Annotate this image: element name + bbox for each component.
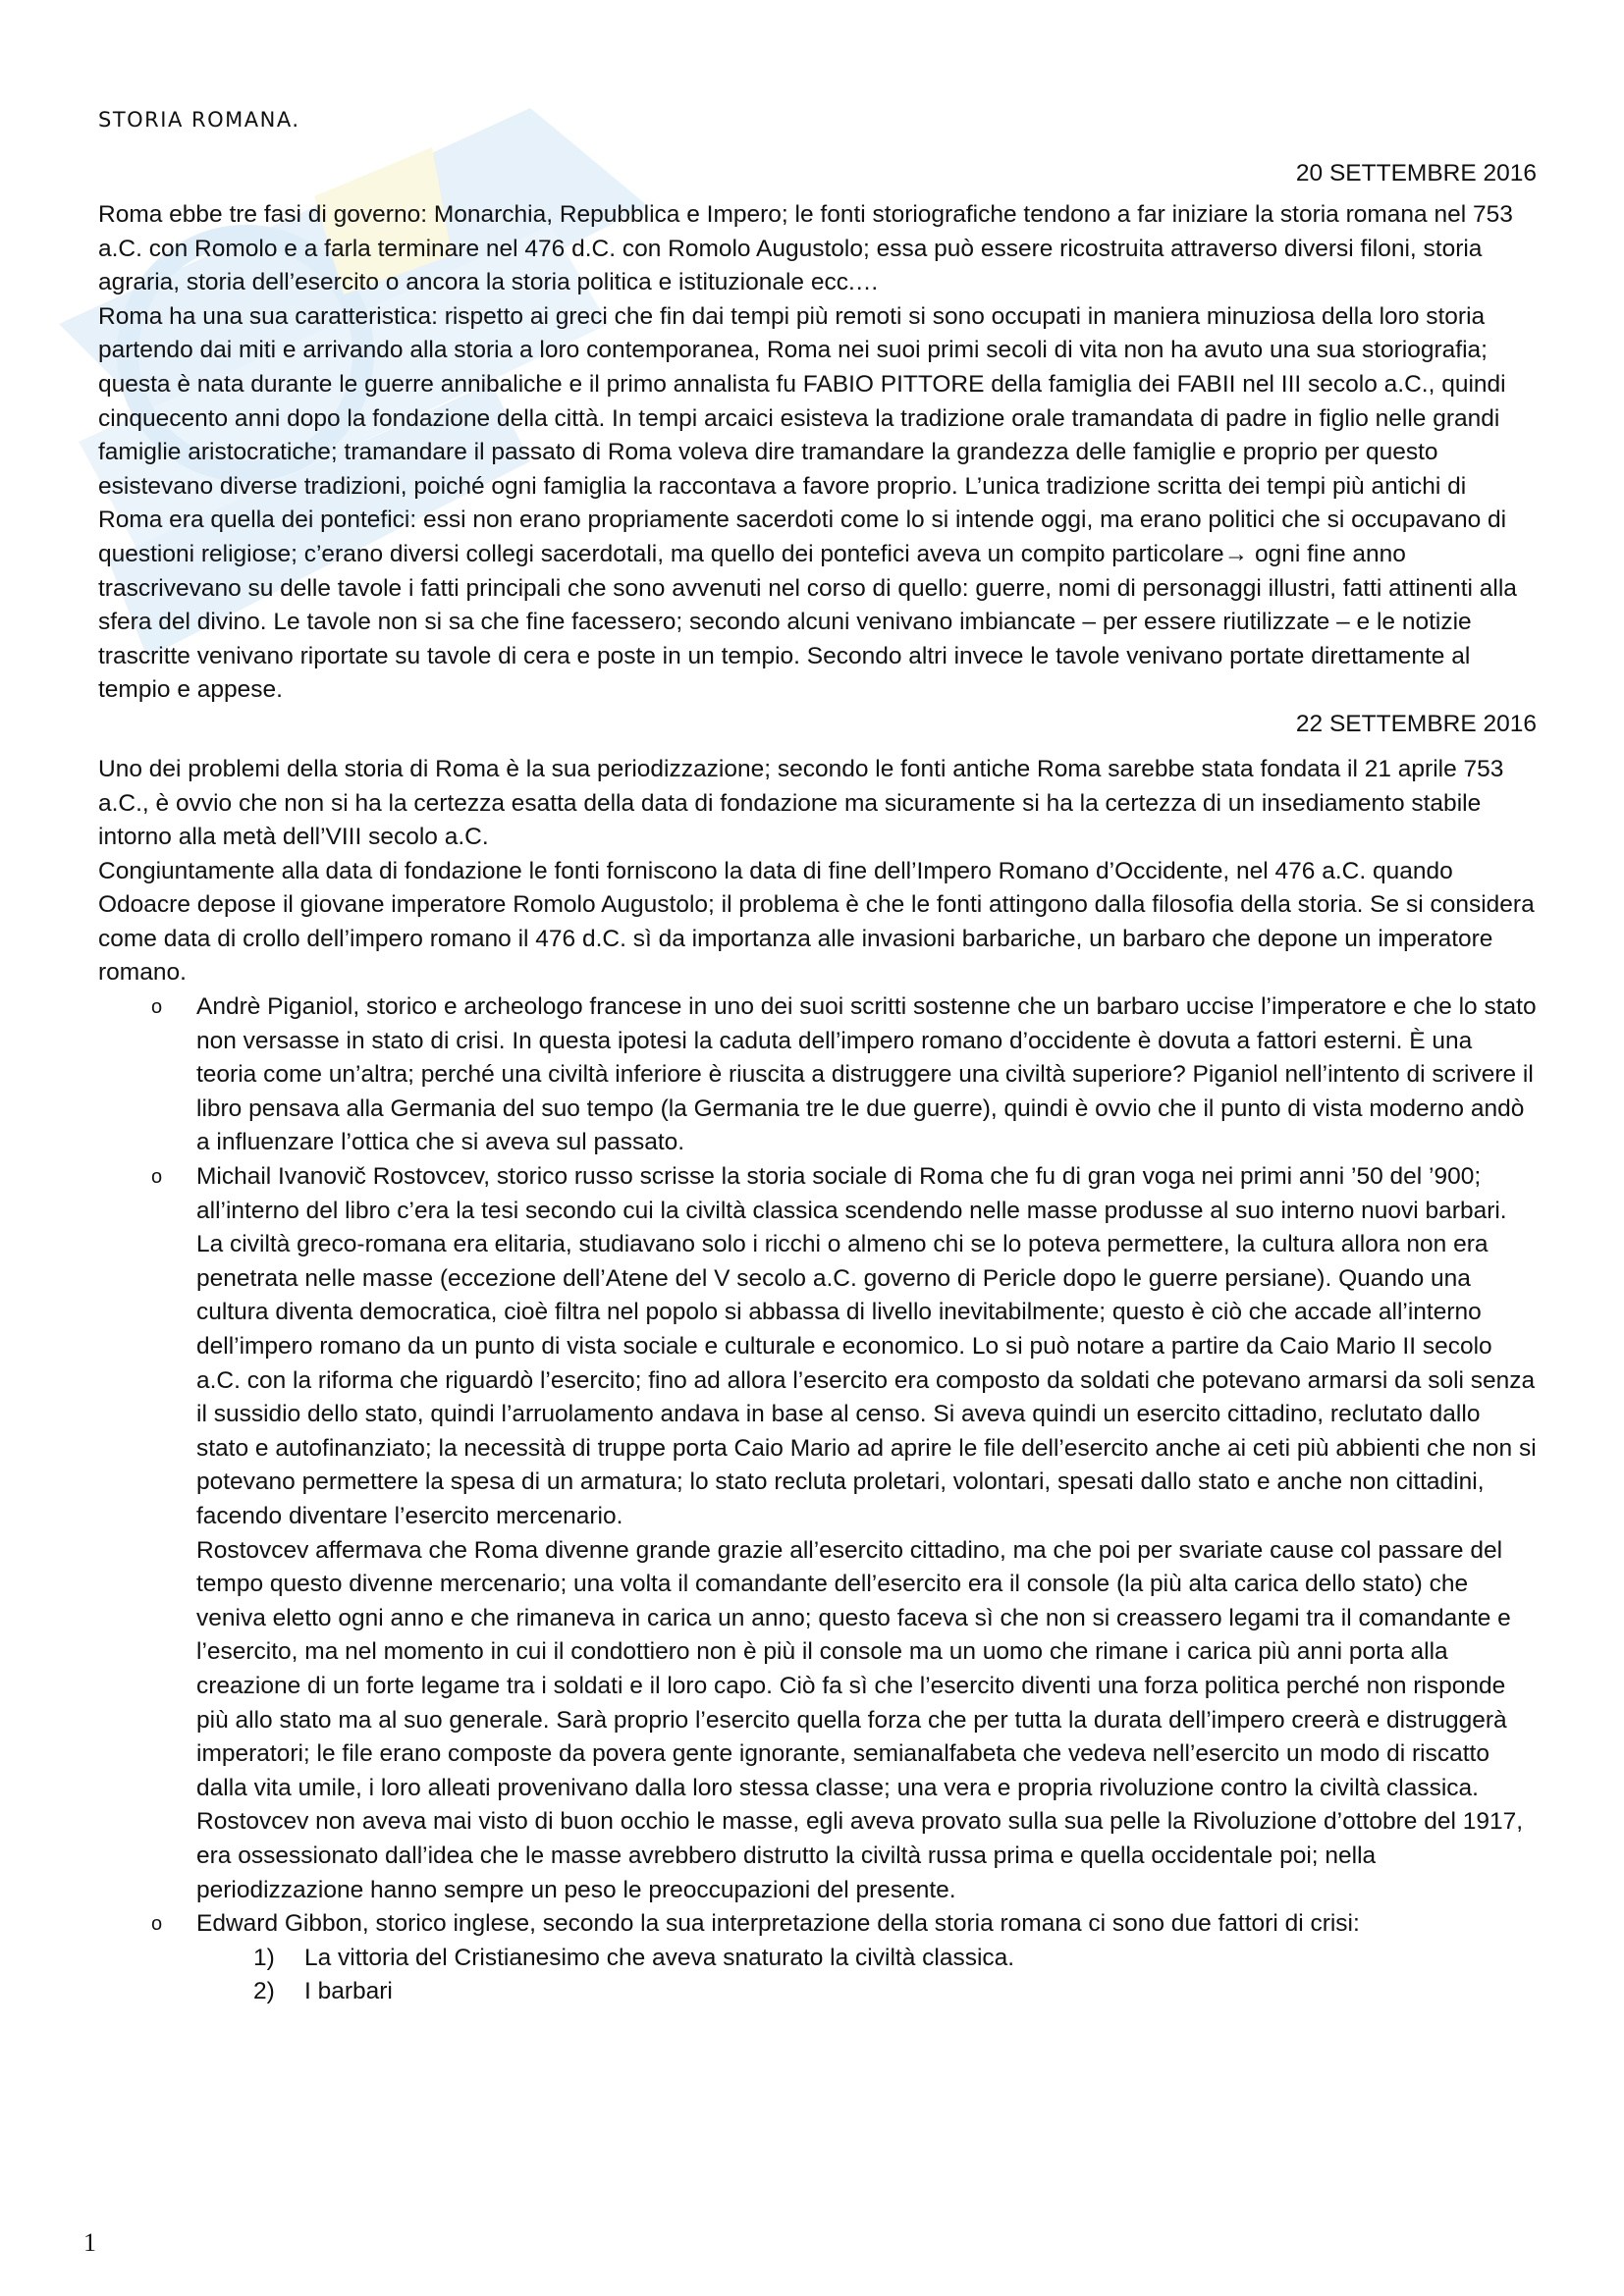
date-heading-2: 22 SETTEMBRE 2016 — [1295, 710, 1537, 737]
bullet-marker: o — [151, 996, 163, 1019]
item-number: 1) — [253, 1944, 275, 1971]
paragraph: Michail Ivanovič Rostovcev, storico russo scrisse la storia sociale di Roma che fu di gran voga nei primi anni ’50 del ’900; all’interno del libro c’era la tesi secondo cui la civiltà classica scendendo nelle masse produsse al suo interno nuovi barbari. La civiltà greco-romana era elitaria, studiavano solo i ricchi o almeno chi se lo poteva permettere, la cultura allora non era penetrata nelle masse (eccezione dell’Atene del V secolo a.C. governo di Pericle dopo le guerre persiane). Quando una cultura diventa democratica, cioè filtra nel popolo si abbassa di livello inevitabilmente; questo è ciò che accade all’interno dell’impero romano da un punto di vista sociale e culturale e economico. Lo si può notare a partire da Caio Mario II secolo a.C. con la riforma che riguardò l’esercito; fino ad allora l’esercito era composto da soldati che potevano armarsi da soli senza il sussidio dello stato, quindi l’arruolamento andava in base al censo. Si aveva quindi un esercito cittadino, reclutato dallo stato e autofinanziato; la necessità di truppe porta Caio Mario ad aprire le file dell’esercito anche ai ceti più abbienti che non si potevano permettere la spesa di un armatura; lo stato recluta proletari, volontari, spesati dallo stato e anche non cittadini, facendo diventare l’esercito mercenario. — [196, 1163, 1537, 1529]
crisis-factors-list — [196, 1942, 1537, 2009]
paragraph: Rostovcev non aveva mai visto di buon occhio le masse, egli aveva provato sulla sua pelle la Rivoluzione d’ottobre del 1917, era ossessionato dall’idea che le masse avrebbero distrutto la civiltà russa prima e quella occidentale poi; nella periodizzazione hanno sempre un peso le preoccupazioni del presente. — [196, 1808, 1524, 1903]
numbered-item — [253, 1975, 1537, 2009]
paragraph: Andrè Piganiol, storico e archeologo francese in uno dei suoi scritti sostenne che un barbaro uccise l’imperatore e che lo stato non versasse in stato di crisi. In questa ipotesi la caduta dell’impero romano d’occidente è dovuta a fattori esterni. È una teoria come un’altra; perché una civiltà inferiore è riuscita a distruggere una civiltà superiore? Piganiol nell’intento di scrivere il libro pensava alla Germania del suo tempo (la Germania tre le due guerre), quindi è ovvio che il punto di vista moderno andò a influenzare l’ottica che si aveva sul passato. — [196, 993, 1537, 1156]
section-2 — [98, 753, 1537, 990]
section-1 — [98, 198, 1537, 708]
item-text: I barbari — [304, 1978, 393, 2005]
document-title: STORIA ROMANA. — [98, 108, 300, 132]
list-item-piganiol — [151, 990, 1537, 1160]
date-heading-1: 20 SETTEMBRE 2016 — [1295, 160, 1537, 187]
bullet-marker: o — [151, 1913, 163, 1936]
paragraph: Edward Gibbon, storico inglese, secondo la sua interpretazione della storia romana ci sono due fattori di crisi: — [196, 1910, 1360, 1938]
historians-list — [98, 990, 1537, 2009]
bullet-marker: o — [151, 1166, 163, 1189]
paragraph: Rostovcev affermava che Roma divenne grande grazie all’esercito cittadino, ma che poi per svariate cause col passare del tempo questo divenne mercenario; una volta il comandante dell’esercito era il console (la più alta carica dello stato) che veniva eletto ogni anno e che rimaneva in carica un anno; questo faceva sì che non si creassero legami tra il comandante e l’esercito, ma nel momento in cui il condottiero non è più il console ma un uomo che rimane i carica più anni porta alla creazione di un forte legame tra i soldati e il loro capo. Ciò fa sì che l’esercito diventi una forza politica perché non risponde più allo stato ma al suo generale. Sarà proprio l’esercito quella forza che per tutta la durata dell’impero creerà e distruggerà imperatori; le file erano composte da povera gente ignorante, semianalfabeta che vedeva nell’esercito un modo di riscatto dalla vita umile, i loro alleati provenivano dalla loro stessa classe; una vera e propria rivoluzione contro la civiltà classica. — [196, 1536, 1511, 1801]
paragraph: Uno dei problemi della storia di Roma è la sua periodizzazione; secondo le fonti antiche Roma sarebbe stata fondata il 21 aprile 753 a.C., è ovvio che non si ha la certezza esatta della data di fondazione ma sicuramente si ha la certezza di un insediamento stabile intorno alla metà dell’VIII secolo a.C. — [98, 755, 1504, 851]
item-number: 2) — [253, 1978, 275, 2005]
page-number: 1 — [83, 2228, 96, 2257]
paragraph: Congiuntamente alla data di fondazione le fonti forniscono la data di fine dell’Impero Romano d’Occidente, nel 476 a.C. quando Odoacre depose il giovane imperatore Romolo Augustolo; il problema è che le fonti attingono dalla filosofia della storia. Se si considera come data di crollo dell’impero romano il 476 d.C. sì da importanza alle invasioni barbariche, un barbaro che depone un imperatore romano. — [98, 857, 1535, 987]
document-page — [98, 108, 1537, 2009]
paragraph: Roma ha una sua caratteristica: rispetto ai greci che fin dai tempi più remoti si sono occupati in maniera minuziosa della loro storia partendo dai miti e arrivando alla storia a loro contemporanea, Roma nei suoi primi secoli di vita non ha avuto una sua storiografia; questa è nata durante le guerre annibaliche e il primo annalista fu FABIO PITTORE della famiglia dei FABII nel III secolo a.C., quindi cinquecento anni dopo la fondazione della città. In tempi arcaici esisteva la tradizione orale tramandata di padre in figlio nelle grandi famiglie aristocratiche; tramandare il passato di Roma voleva dire tramandare la grandezza delle famiglie e proprio per questo esistevano diverse tradizioni, poiché ogni famiglia la raccontava a favore proprio. L’unica tradizione scritta dei tempi più antichi di Roma era quella dei pontefici: essi non erano propriamente sacerdoti come lo si intende oggi, ma erano politici che si occupavano di questioni religiose; c’erano diversi collegi sacerdotali, ma quello dei pontefici aveva un compito particolare→ ogni fine anno trascrivevano su delle tavole i fatti principali che sono avvenuti nel corso di quello: guerre, nomi di personaggi illustri, fatti attinenti alla sfera del divino. Le tavole non si sa che fine facessero; secondo alcuni venivano imbiancate – per essere riutilizzate – e le notizie trascritte venivano riportate su tavole di cera e poste in un tempio. Secondo altri invece le tavole venivano portate direttamente al tempio e appese. — [98, 302, 1517, 704]
numbered-item — [253, 1942, 1537, 1976]
item-text: La vittoria del Cristianesimo che aveva snaturato la civiltà classica. — [304, 1944, 1015, 1971]
paragraph: Roma ebbe tre fasi di governo: Monarchia, Repubblica e Impero; le fonti storiografiche tendono a far iniziare la storia romana nel 753 a.C. con Romolo e a farla terminare nel 476 d.C. con Romolo Augustolo; essa può essere ricostruita attraverso diversi filoni, storia agraria, storia dell’esercito o ancora la storia politica e istituzionale ecc.… — [98, 201, 1513, 296]
list-item-rostovcev — [151, 1160, 1537, 1907]
list-item-gibbon — [151, 1907, 1537, 2009]
